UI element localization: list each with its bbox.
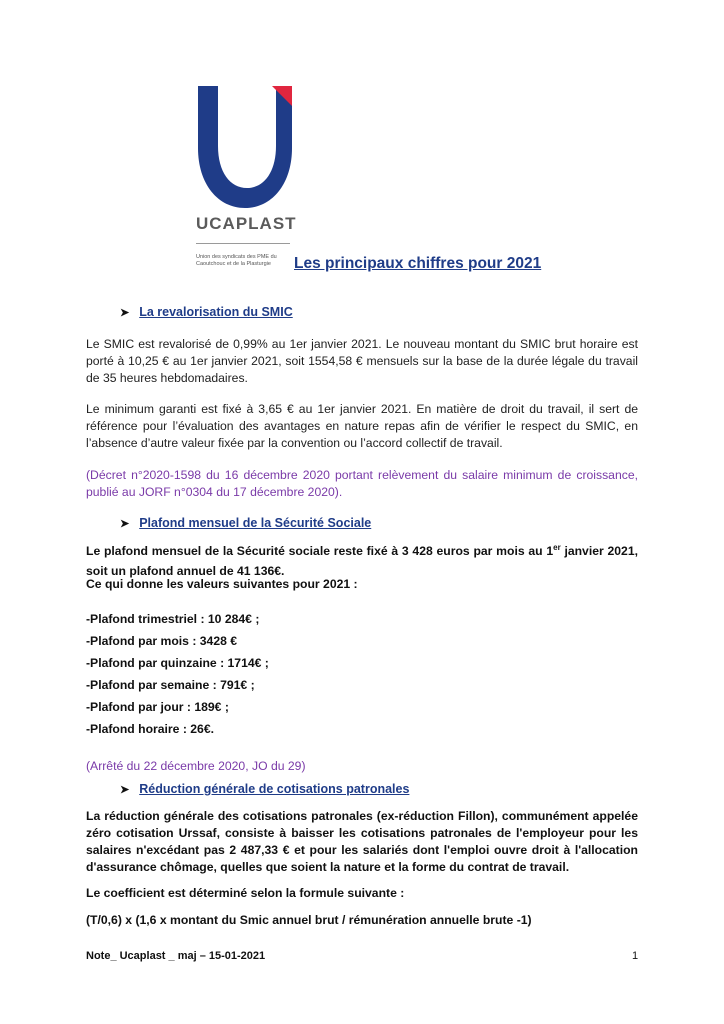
arrow-bullet-icon: ➤	[120, 784, 130, 796]
reduction-paragraph-1: La réduction générale des cotisations patronales (ex-réduction Fillon), communément appelée zéro cotisation Urssaf, consiste à baisser les cotisations patronales de l'employeur pour les salaires n'excédant pas 2 487,33 € et pour les salariés dont l'emploi ouvre droit à l'allocation d'assurance chômage, quelles que soient la nature et la forme du contrat de travail.	[86, 809, 638, 874]
section-heading-pass	[120, 516, 371, 530]
page-number: 1	[632, 950, 639, 962]
pass-paragraph-1	[86, 538, 638, 581]
section-heading-label: La revalorisation du SMIC	[139, 305, 293, 319]
section-heading-smic	[120, 305, 293, 319]
footer-note: Note_ Ucaplast _ maj – 15-01-2021	[86, 950, 266, 962]
pass-text-after: janvier 2021, soit un plafond annuel de 41 136€.	[86, 544, 638, 579]
pass-superscript: er	[553, 543, 561, 552]
logo-subtitle: Union des syndicats des PME du Caoutchouc et de la Plasturgie	[196, 254, 277, 267]
smic-reference: (Décret n°2020-1598 du 16 décembre 2020 portant relèvement du salaire minimum de croissance, publié au JORF n°0304 du 17 décembre 2020).	[86, 468, 638, 499]
reduction-formula: (T/0,6) x (1,6 x montant du Smic annuel brut / rémunération annuelle brute -1)	[86, 913, 532, 927]
list-item: -Plafond par quinzaine : 1714€ ;	[86, 656, 269, 670]
list-item: -Plafond trimestriel : 10 284€ ;	[86, 612, 260, 626]
ucaplast-logo-u-icon	[192, 84, 302, 274]
section-heading-label: Réduction générale de cotisations patronales	[139, 782, 410, 796]
section-heading-reduction	[120, 782, 409, 796]
logo-wordmark: UCAPLAST	[196, 214, 297, 233]
list-item: -Plafond par mois : 3428 €	[86, 634, 238, 648]
pass-paragraph-2: Ce qui donne les valeurs suivantes pour 2021 :	[86, 577, 358, 591]
arrow-bullet-icon: ➤	[120, 518, 130, 530]
pass-reference: (Arrêté du 22 décembre 2020, JO du 29)	[86, 759, 306, 773]
section-heading-label: Plafond mensuel de la Sécurité Sociale	[139, 516, 372, 530]
logo-divider	[196, 243, 290, 244]
list-item: -Plafond par jour : 189€ ;	[86, 700, 229, 714]
page-title: Les principaux chiffres pour 2021	[294, 255, 542, 272]
reduction-paragraph-2: Le coefficient est déterminé selon la formule suivante :	[86, 886, 405, 900]
list-item: -Plafond par semaine : 791€ ;	[86, 678, 255, 692]
pass-text-before: Le plafond mensuel de la Sécurité sociale reste fixé à 3 428 euros par mois au 1	[86, 544, 554, 559]
list-item: -Plafond horaire : 26€.	[86, 722, 214, 736]
smic-paragraph-1: Le SMIC est revalorisé de 0,99% au 1er janvier 2021. Le nouveau montant du SMIC brut horaire est porté à 10,25 € au 1er janvier 2021, soit 1554,58 € mensuels sur la base de la durée légale du travail de 35 heures hebdomadaires.	[86, 337, 638, 385]
smic-paragraph-2: Le minimum garanti est fixé à 3,65 € au 1er janvier 2021. En matière de droit du travail, il sert de référence pour l’évaluation des avantages en nature repas afin de vérifier le respect du SMIC, en l’absence d’autre valeur fixée par la convention ou l’accord collectif de travail.	[86, 402, 638, 450]
arrow-bullet-icon: ➤	[120, 307, 130, 319]
